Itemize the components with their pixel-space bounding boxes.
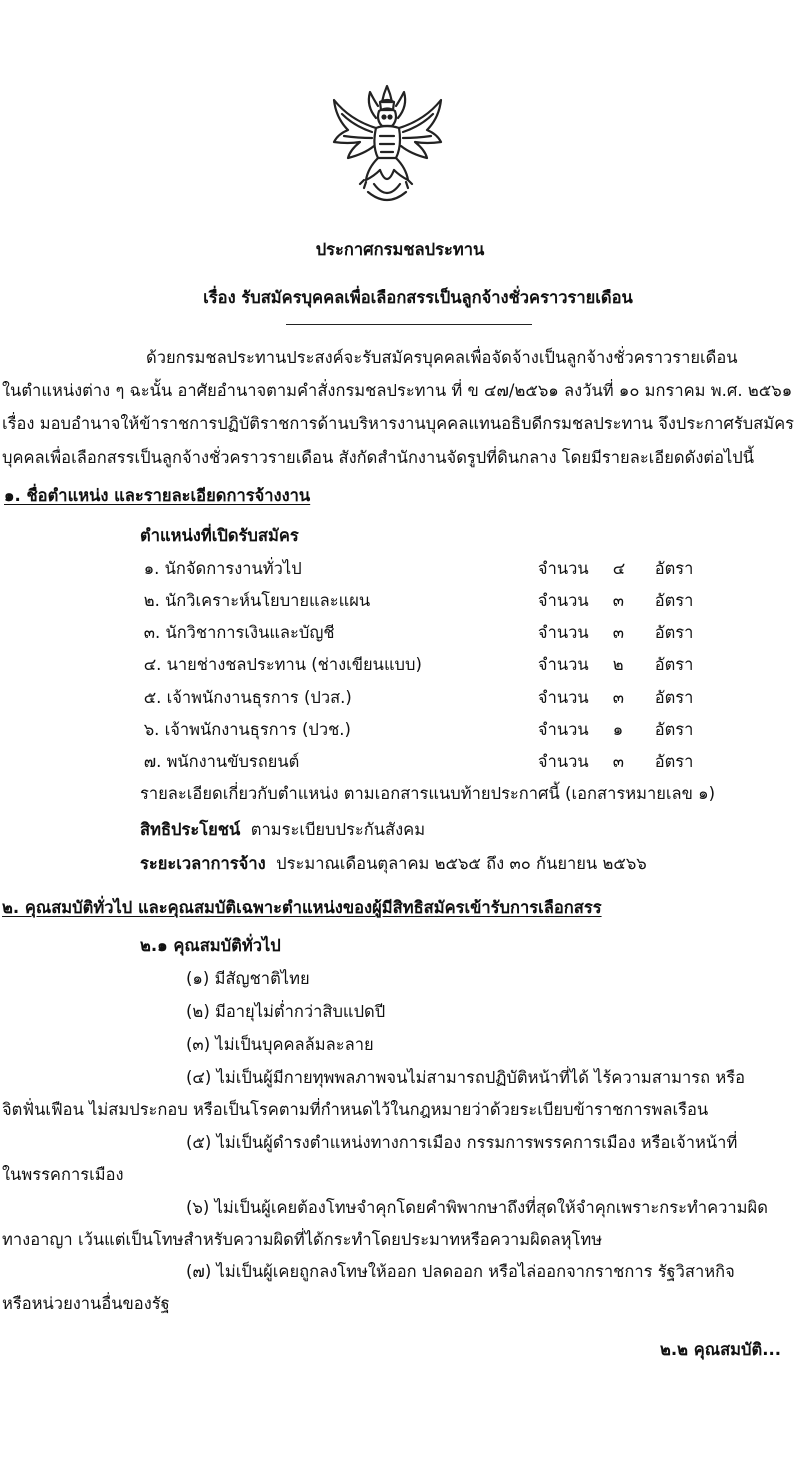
position-name: ๒. นักวิเคราะห์นโยบายและแผน: [143, 591, 371, 610]
position-name: ๗. พนักงานขับรถยนต์: [143, 752, 300, 771]
position-count: ๓: [612, 752, 625, 771]
count-label: จำนวน: [537, 688, 589, 707]
count-label: จำนวน: [537, 591, 589, 610]
intro-line-1: ด้วยกรมชลประทานประสงค์จะรับสมัครบุคคลเพื่อจัดจ้างเป็นลูกจ้างชั่วคราวรายเดือน: [146, 348, 738, 367]
benefit-value: ตามระเบียบประกันสังคม: [250, 820, 426, 839]
intro-line-3: เรื่อง มอบอำนาจให้ข้าราชการปฏิบัติราชการด้านบริหารงานบุคคลแทนอธิบดีกรมชลประทาน จึงประกาศรับสมัคร: [2, 414, 795, 433]
count-label: จำนวน: [537, 623, 589, 642]
period-line: [140, 852, 647, 876]
qualification-item: (๒) มีอายุไม่ต่ำกว่าสิบแปดปี: [186, 1002, 386, 1021]
announcement-title: ประกาศกรมชลประทาน: [315, 240, 485, 259]
list-item: [0, 653, 798, 679]
count-label: จำนวน: [537, 559, 589, 578]
list-item: [0, 557, 798, 583]
position-name: ๑. นักจัดการงานทั่วไป: [143, 559, 302, 578]
position-count: ๑: [612, 720, 624, 739]
unit-label: อัตรา: [654, 591, 694, 610]
count-label: จำนวน: [537, 655, 589, 674]
list-item: [0, 686, 798, 712]
period-value: ประมาณเดือนตุลาคม ๒๕๖๕ ถึง ๓๐ กันยายน ๒๕๖๖: [276, 854, 647, 873]
position-name: ๔. นายช่างชลประทาน (ช่างเขียนแบบ): [143, 655, 422, 674]
qualification-item: (๓) ไม่เป็นบุคคลล้มละลาย: [186, 1035, 374, 1054]
list-item: [0, 750, 798, 776]
count-label: จำนวน: [537, 720, 589, 739]
unit-label: อัตรา: [654, 623, 694, 642]
unit-label: อัตรา: [654, 655, 694, 674]
position-count: ๒: [612, 655, 624, 674]
announcement-subject: เรื่อง รับสมัครบุคคลเพื่อเลือกสรรเป็นลูกจ้างชั่วคราวรายเดือน: [203, 288, 633, 307]
qualification-item-7-line-1: (๗) ไม่เป็นผู้เคยถูกลงโทษให้ออก ปลดออก หรือไล่ออกจากราชการ รัฐวิสาหกิจ: [186, 1262, 735, 1281]
list-item: [0, 621, 798, 647]
period-label: ระยะเวลาการจ้าง: [140, 854, 266, 873]
unit-label: อัตรา: [654, 752, 694, 771]
position-count: ๓: [612, 688, 625, 707]
qualification-item-7-line-2: หรือหน่วยงานอื่นของรัฐ: [2, 1294, 170, 1313]
unit-label: อัตรา: [654, 688, 694, 707]
position-name: ๕. เจ้าพนักงานธุรการ (ปวส.): [143, 688, 352, 707]
section-2-1-heading: ๒.๑ คุณสมบัติทั่วไป: [140, 936, 281, 955]
section-2-heading: ๒. คุณสมบัติทั่วไป และคุณสมบัติเฉพาะตำแหน่งของผู้มีสิทธิสมัครเข้ารับการเลือกสรร: [2, 898, 602, 917]
qualification-item-4-line-1: (๔) ไม่เป็นผู้มีกายทุพพลภาพจนไม่สามารถปฏิบัติหน้าที่ได้ ไร้ความสามารถ หรือ: [186, 1068, 745, 1087]
header-divider: [286, 324, 532, 325]
position-name: ๖. เจ้าพนักงานธุรการ (ปวช.): [143, 720, 351, 739]
unit-label: อัตรา: [654, 559, 694, 578]
qualification-item-5-line-1: (๕) ไม่เป็นผู้ดำรงตำแหน่งทางการเมือง กรรมการพรรคการเมือง หรือเจ้าหน้าที่: [186, 1133, 738, 1152]
positions-heading: ตำแหน่งที่เปิดรับสมัคร: [140, 526, 299, 545]
unit-label: อัตรา: [654, 720, 694, 739]
list-item: [0, 718, 798, 744]
qualification-item-6-line-1: (๖) ไม่เป็นผู้เคยต้องโทษจำคุกโดยคำพิพากษาถึงที่สุดให้จำคุกเพราะกระทำความผิด: [186, 1198, 768, 1217]
qualification-item-4-line-2: จิตฟั่นเฟือน ไม่สมประกอบ หรือเป็นโรคตามที่กำหนดไว้ในกฎหมายว่าด้วยระเบียบข้าราชการพลเรือน: [2, 1100, 709, 1119]
qualification-item-6-line-2: ทางอาญา เว้นแต่เป็นโทษสำหรับความผิดที่ได้กระทำโดยประมาทหรือความผิดลหุโทษ: [2, 1230, 603, 1249]
intro-line-4: บุคคลเพื่อเลือกสรรเป็นลูกจ้างชั่วคราวรายเดือน สังกัดสำนักงานจัดรูปที่ดินกลาง โดยมีรายละเอียดดังต่อไปนี้: [2, 448, 755, 467]
position-name: ๓. นักวิชาการเงินและบัญชี: [143, 623, 335, 642]
list-item: [0, 589, 798, 615]
position-count: ๔: [612, 559, 626, 578]
position-count: ๓: [612, 623, 625, 642]
count-label: จำนวน: [537, 752, 589, 771]
benefit-label: สิทธิประโยชน์: [140, 820, 241, 839]
garuda-emblem-icon: [330, 84, 445, 208]
qualification-item: (๑) มีสัญชาติไทย: [186, 969, 310, 988]
position-count: ๓: [612, 591, 625, 610]
details-note: รายละเอียดเกี่ยวกับตำแหน่ง ตามเอกสารแนบท้ายประกาศนี้ (เอกสารหมายเลข ๑): [140, 784, 716, 803]
section-1-heading: ๑. ชื่อตำแหน่ง และรายละเอียดการจ้างงาน: [4, 486, 311, 505]
continuation-marker: ๒.๒ คุณสมบัติ...: [660, 1340, 782, 1359]
intro-line-2: ในตำแหน่งต่าง ๆ ฉะนั้น อาศัยอำนาจตามคำสั่งกรมชลประทาน ที่ ข ๔๗/๒๕๖๑ ลงวันที่ ๑๐ มกราคม พ.ศ. ๒๕๖๑: [2, 381, 793, 400]
qualification-item-5-line-2: ในพรรคการเมือง: [2, 1165, 124, 1184]
benefit-line: [140, 818, 425, 842]
